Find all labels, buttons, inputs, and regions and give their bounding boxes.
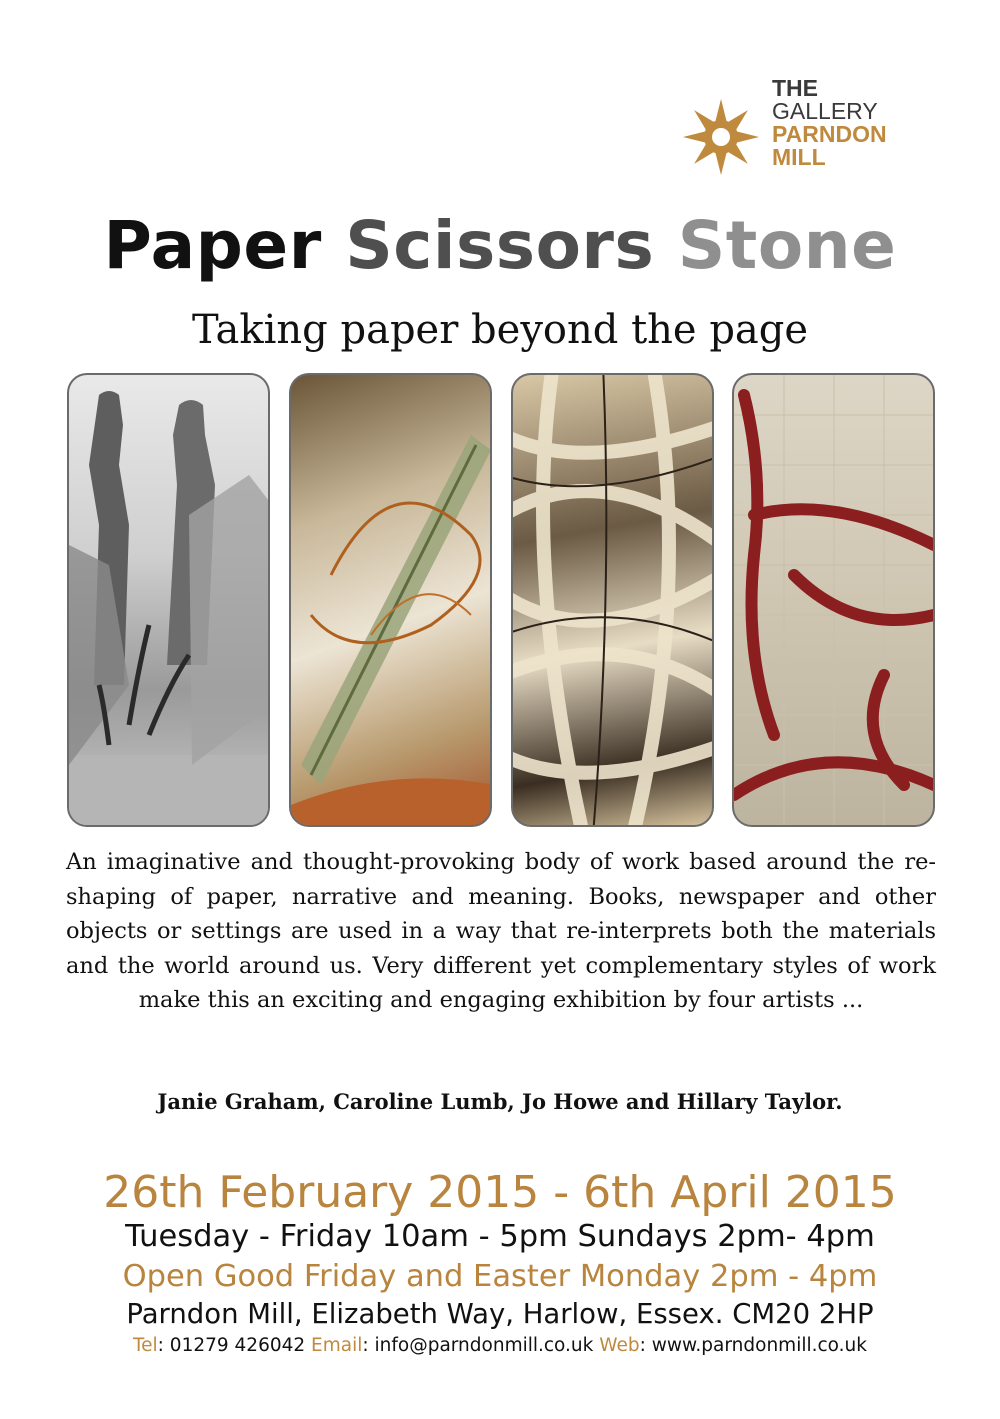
artist-names: Janie Graham, Caroline Lumb, Jo Howe and Hillary Taylor. <box>157 1089 843 1114</box>
paper-cut-silhouettes-image <box>67 373 270 827</box>
title-word-stone: Stone <box>677 207 897 284</box>
email-link[interactable]: info@parndonmill.co.uk <box>374 1335 594 1356</box>
contact-line: Tel: 01279 426042 Email: info@parndonmill.co.uk Web: www.parndonmill.co.uk <box>132 1335 867 1356</box>
venue-address: Parndon Mill, Elizabeth Way, Harlow, Essex. CM20 2HP <box>126 1298 874 1330</box>
exhibition-title <box>0 206 1000 286</box>
easter-opening: Open Good Friday and Easter Monday 2pm - 4pm <box>122 1259 878 1294</box>
email-label: Email <box>311 1335 363 1356</box>
exhibition-description: An imaginative and thought-provoking body of work based around the re-shaping of paper, narrative and meaning. Books, newspaper and other objects or settings are used in a way that re-interprets both the materials and the world around us. Very different yet complementary styles of work make this an exciting and engaging exhibition by four artists ... <box>66 849 936 1013</box>
gallery-logo <box>680 68 940 183</box>
logo-line-the: THE <box>772 75 818 101</box>
exhibition-subtitle: Taking paper beyond the page <box>191 307 809 353</box>
woven-newspaper-image <box>732 373 935 827</box>
opening-hours: Tuesday - Friday 10am - 5pm Sundays 2pm- 4pm <box>125 1219 875 1254</box>
exhibition-dates: 26th February 2015 - 6th April 2015 <box>103 1167 897 1218</box>
web-link[interactable]: www.parndonmill.co.uk <box>651 1335 867 1356</box>
web-label: Web <box>599 1335 640 1356</box>
title-word-scissors: Scissors <box>345 207 655 284</box>
logo-line-gallery: GALLERY <box>772 98 878 124</box>
cut-book-text-image <box>511 373 714 827</box>
rolled-paper-image <box>289 373 492 827</box>
title-word-paper: Paper <box>103 207 322 284</box>
tel-label: Tel <box>132 1335 158 1356</box>
logo-line-parndon: PARNDON <box>772 121 887 147</box>
star-burst-icon <box>680 96 762 178</box>
tel-number[interactable]: 01279 426042 <box>169 1335 306 1356</box>
logo-line-mill: MILL <box>772 144 826 170</box>
